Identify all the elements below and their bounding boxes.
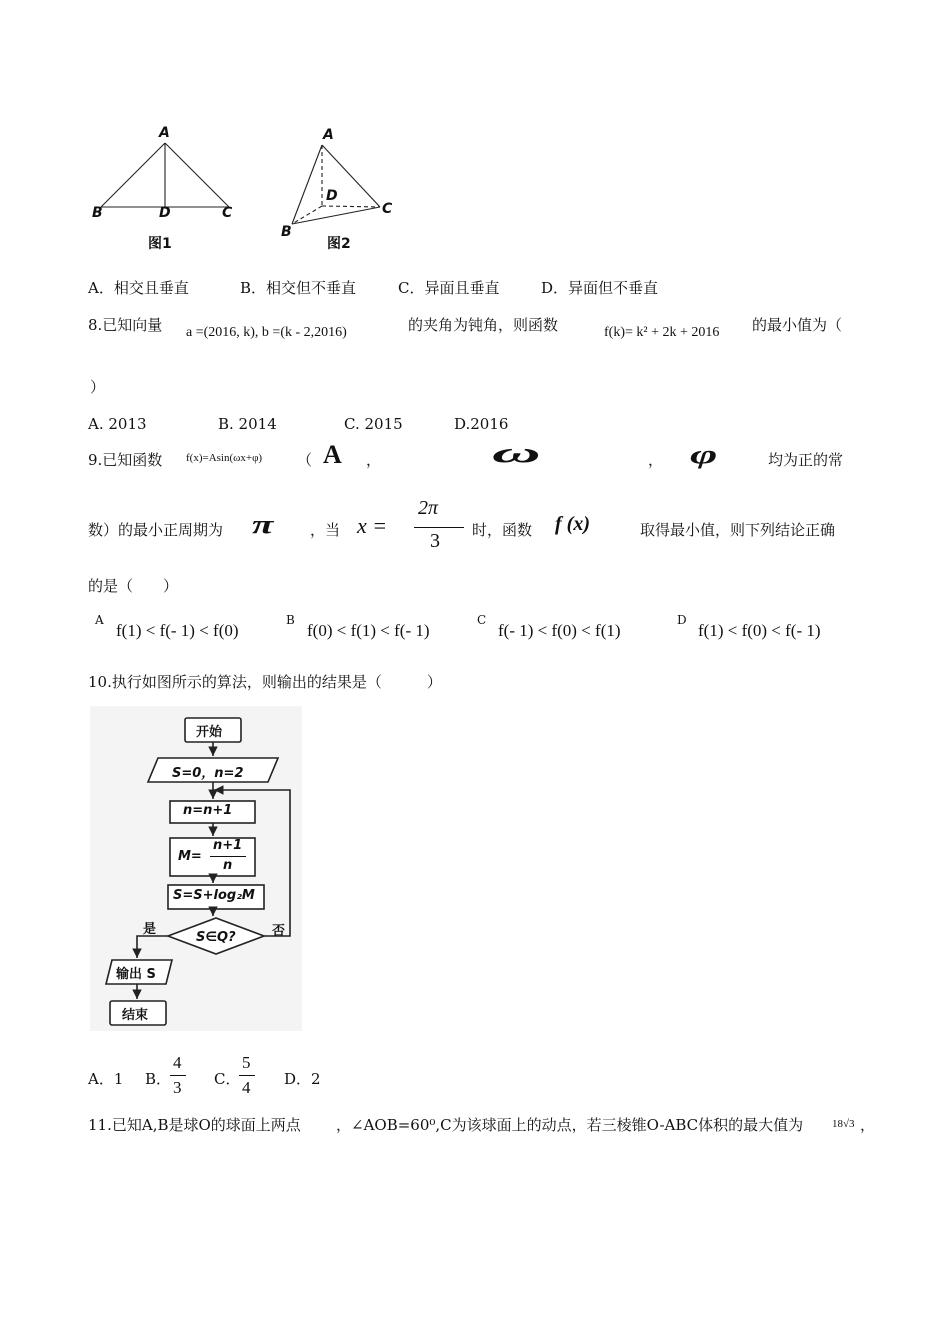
flow-step1-text: n=n+1 bbox=[183, 803, 233, 818]
q9-line2-end: 取得最小值，则下列结论正确 bbox=[640, 521, 836, 539]
flow-yes-label: 是 bbox=[143, 922, 157, 937]
q9-stem-start: 9.已知函数 bbox=[88, 451, 163, 469]
q9-comma-2: ， bbox=[648, 451, 664, 469]
q9-x-var: x = bbox=[357, 513, 388, 538]
q9-line2-start: 数）的最小正周期为 bbox=[88, 521, 224, 539]
q10-option-b-den: 3 bbox=[173, 1078, 182, 1097]
flow-decision-text: S∈Q? bbox=[196, 930, 236, 945]
q9-stem-tail: 均为正的常 bbox=[768, 451, 844, 469]
q9-fraction-bar bbox=[414, 527, 464, 528]
fig2-caption: 图2 bbox=[327, 236, 351, 252]
q9-option-c-letter: C bbox=[477, 613, 487, 627]
q7-option-a: A．相交且垂直 bbox=[88, 279, 189, 297]
flow-output-text: 输出 S bbox=[116, 967, 156, 982]
q11-stem-angle: ，∠AOB=60⁰,C为该球面上的动点，若三棱锥O-ABC体积的最大值为 bbox=[336, 1116, 804, 1134]
fig2-label-a: A bbox=[323, 127, 334, 143]
q10-option-a: A．1 bbox=[88, 1070, 124, 1088]
q8-stem-mid: 的夹角为钝角，则函数 bbox=[408, 316, 559, 334]
fig2-label-d: D bbox=[326, 188, 338, 204]
q8-stem-end: 的最小值为（ bbox=[752, 316, 843, 334]
q10-option-c-den: 4 bbox=[242, 1078, 251, 1097]
q9-option-a-letter: A bbox=[95, 613, 104, 627]
q8-option-c: C. 2015 bbox=[344, 415, 403, 433]
q9-option-d-expr: f(1) < f(0) < f(- 1) bbox=[698, 621, 821, 640]
q10-stem: 10.执行如图所示的算法，则输出的结果是（ ） bbox=[88, 673, 442, 691]
q9-x-den: 3 bbox=[430, 530, 440, 552]
flowchart bbox=[90, 706, 302, 1031]
q10-option-b-num: 4 bbox=[173, 1053, 182, 1072]
figure-1-triangle bbox=[101, 143, 229, 207]
fig2-label-c: C bbox=[382, 201, 393, 217]
q9-option-a-expr: f(1) < f(- 1) < f(0) bbox=[116, 621, 239, 640]
q8-option-a: A. 2013 bbox=[88, 415, 147, 433]
flow-end-text: 结束 bbox=[122, 1008, 149, 1023]
q9-paren-open: （ bbox=[297, 451, 313, 469]
q7-option-d: D．异面但不垂直 bbox=[541, 279, 659, 297]
fig2-label-b: B bbox=[281, 224, 292, 240]
q9-option-b-letter: B bbox=[286, 613, 295, 627]
q10-option-c-bar bbox=[239, 1075, 255, 1076]
q9-fx: f (x) bbox=[555, 513, 590, 535]
figures-area bbox=[0, 0, 950, 270]
flow-no-label: 否 bbox=[272, 924, 286, 939]
flow-step2-left: M= bbox=[178, 849, 202, 864]
q10-option-b-label: B． bbox=[145, 1070, 172, 1088]
flow-step2-den: n bbox=[223, 858, 233, 873]
q11-stem-start: 11.已知A,B是球O的球面上两点 bbox=[88, 1116, 301, 1134]
q10-option-c-label: C． bbox=[214, 1070, 241, 1088]
q9-param-a: A bbox=[323, 440, 342, 469]
q8-option-d: D.2016 bbox=[454, 415, 509, 433]
flow-step3-text: S=S+log₂M bbox=[173, 888, 255, 903]
q8-vectors: a =(2016, k), b =(k - 2,2016) bbox=[186, 325, 347, 340]
flow-step2-bar bbox=[210, 856, 246, 857]
q10-option-c-num: 5 bbox=[242, 1053, 251, 1072]
q9-option-b-expr: f(0) < f(1) < f(- 1) bbox=[307, 621, 430, 640]
q11-stem-end: ， bbox=[860, 1116, 876, 1134]
flow-start-text: 开始 bbox=[196, 725, 223, 740]
q9-param-omega: ω bbox=[492, 438, 541, 469]
q9-period: π bbox=[252, 510, 274, 539]
q9-option-d-letter: D bbox=[677, 613, 687, 627]
q9-line3: 的是（ ） bbox=[88, 577, 179, 595]
q11-max-value: 18√3 bbox=[832, 1118, 855, 1130]
q8-stem-start: 8.已知向量 bbox=[88, 316, 163, 334]
q9-function: f(x)=Asin(ωx+φ) bbox=[186, 452, 263, 464]
q9-param-phi: φ bbox=[690, 440, 718, 469]
q8-close-paren: ） bbox=[90, 378, 106, 396]
fig1-label-a: A bbox=[159, 125, 170, 141]
q9-line2-mid2: 时，函数 bbox=[472, 521, 533, 539]
fig1-label-d: D bbox=[159, 205, 171, 221]
fig1-label-b: B bbox=[92, 205, 103, 221]
q10-option-d: D．2 bbox=[284, 1070, 321, 1088]
q9-comma-1: ， bbox=[366, 451, 382, 469]
q7-option-b: B．相交但不垂直 bbox=[240, 279, 357, 297]
figure-2-tetrahedron bbox=[292, 145, 380, 224]
q9-option-c-expr: f(- 1) < f(0) < f(1) bbox=[498, 621, 621, 640]
fig1-caption: 图1 bbox=[148, 236, 172, 252]
fig1-label-c: C bbox=[222, 205, 233, 221]
q9-x-num: 2π bbox=[418, 497, 439, 519]
flow-step2-num: n+1 bbox=[213, 838, 243, 853]
q7-option-c: C．异面且垂直 bbox=[398, 279, 500, 297]
flow-init-text: S=0，n=2 bbox=[172, 766, 244, 781]
q10-option-b-bar bbox=[170, 1075, 186, 1076]
q8-option-b: B. 2014 bbox=[218, 415, 277, 433]
q8-function: f(k)= k² + 2k + 2016 bbox=[604, 325, 720, 340]
q9-line2-mid: ，当 bbox=[310, 521, 341, 539]
